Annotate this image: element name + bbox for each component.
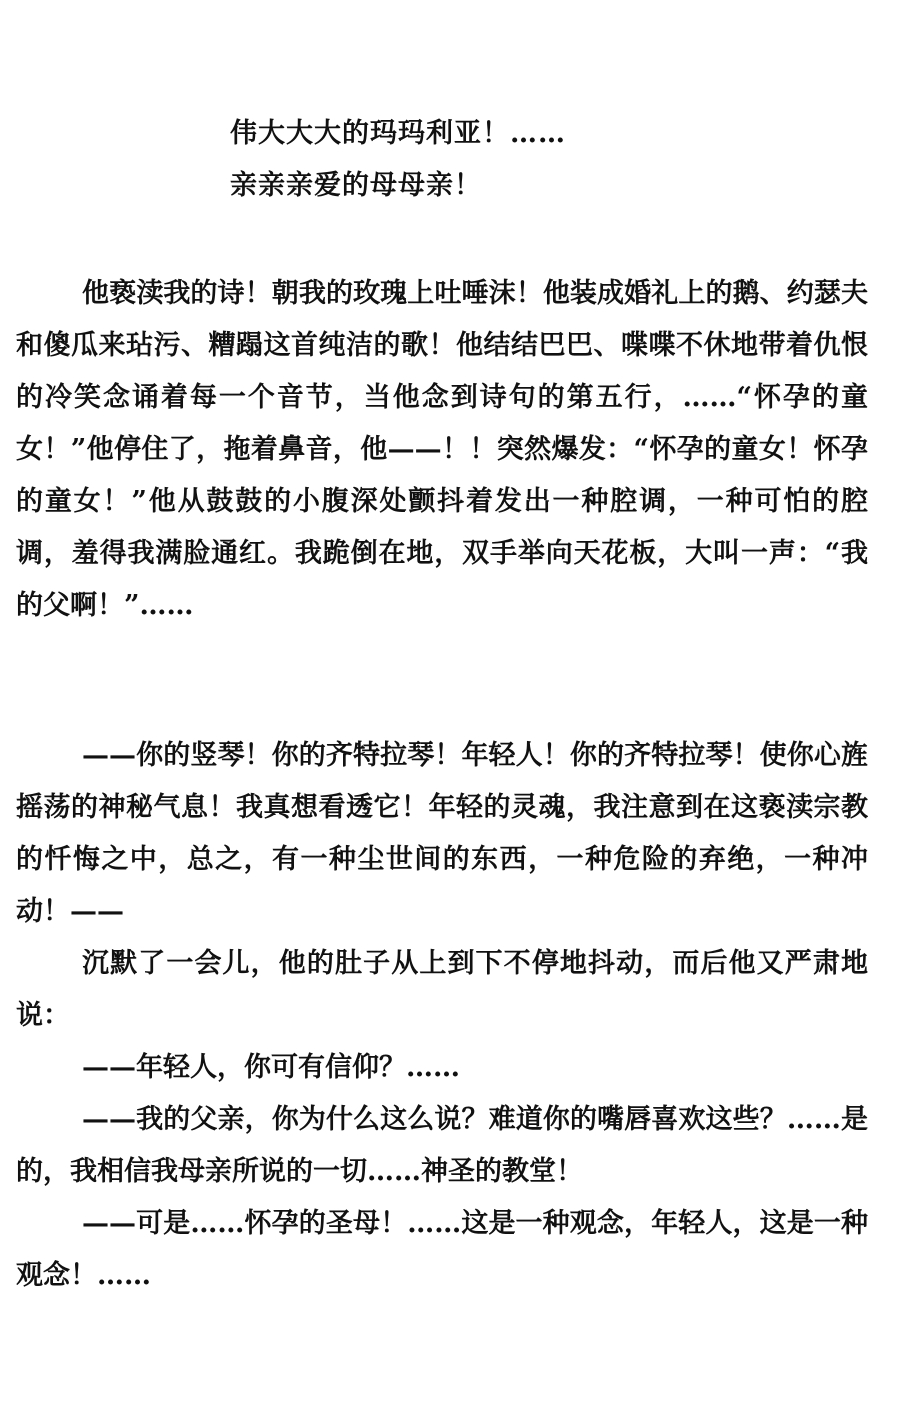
prose-block-2 — [16, 730, 868, 1302]
verse-line-2: 亲亲亲爱的母母亲！ — [230, 170, 482, 201]
paragraph-4: ——年轻人，你可有信仰？…… — [82, 1052, 460, 1083]
paragraph-2: ——你的竖琴！你的齐特拉琴！年轻人！你的齐特拉琴！使你心旌摇荡的神秘气息！我真想看透它！年轻的灵魂，我注意到在这亵渎宗教的忏悔之中，总之，有一种尘世间的东西，一种危险的弃绝，一种冲动！—— — [16, 740, 868, 927]
paragraph-5: ——我的父亲，你为什么这么说？难道你的嘴唇喜欢这些？……是的，我相信我母亲所说的一切……神圣的教堂！ — [16, 1104, 868, 1187]
prose-block-1 — [16, 268, 868, 632]
verse-line-1: 伟大大大的玛玛利亚！…… — [230, 118, 566, 149]
paragraph-3: 沉默了一会儿，他的肚子从上到下不停地抖动，而后他又严肃地说： — [16, 948, 868, 1031]
paragraph-6: ——可是……怀孕的圣母！……这是一种观念，年轻人，这是一种观念！…… — [16, 1208, 868, 1291]
paragraph-1: 他亵渎我的诗！朝我的玫瑰上吐唾沫！他装成婚礼上的鹅、约瑟夫和傻瓜来玷污、糟蹋这首纯洁的歌！他结结巴巴、喋喋不休地带着仇恨的冷笑念诵着每一个音节，当他念到诗句的第五行，……“怀孕的童女！”他停住了，拖着鼻音，他——！！突然爆发：“怀孕的童女！怀孕的童女！”他从鼓鼓的小腹深处颤抖着发出一种腔调，一种可怕的腔调，羞得我满脸通红。我跪倒在地，双手举向天花板，大叫一声：“我的父啊！”…… — [16, 278, 868, 621]
